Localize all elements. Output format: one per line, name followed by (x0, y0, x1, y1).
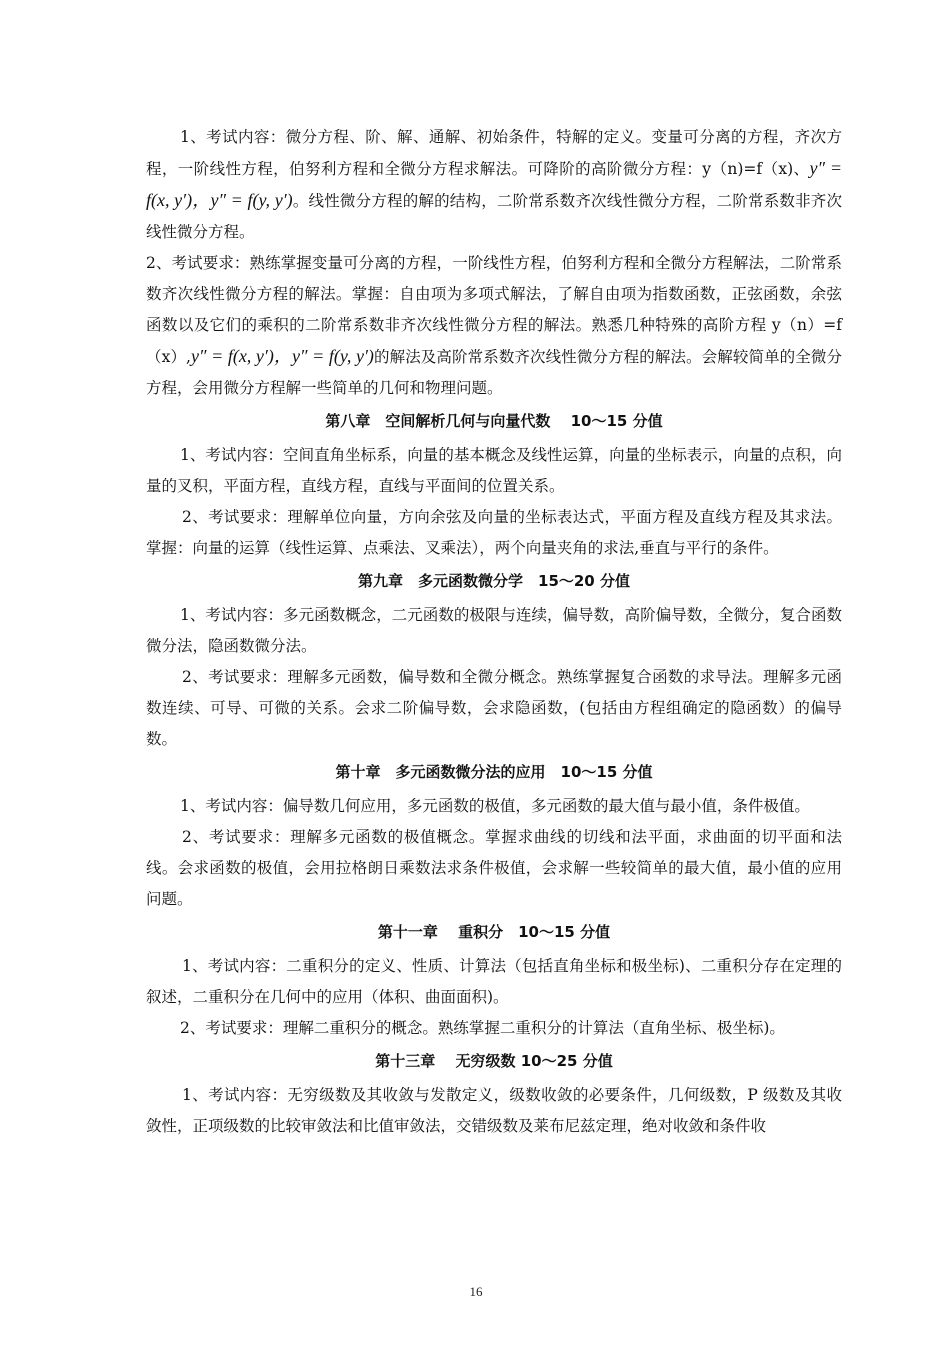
ch8-exam-content: 1、考试内容：空间直角坐标系，向量的基本概念及线性运算，向量的坐标表示，向量的点积，向量的叉积，平面方程，直线方程，直线与平面间的位置关系。 (146, 446, 842, 495)
ch8-heading: 第八章 空间解析几何与向量代数 10～15 分值 (325, 412, 663, 430)
ch10-exam-content: 1、考试内容：偏导数几何应用，多元函数的极值，多元函数的最大值与最小值，条件极值。 (180, 797, 810, 815)
ch11-exam-content: 1、考试内容：二重积分的定义、性质、计算法（包括直角坐标和极坐标)、二重积分存在定理的叙述，二重积分在几何中的应用（体积、曲面面积)。 (146, 957, 842, 1006)
ch13-heading: 第十三章 无穷级数 10～25 分值 (375, 1052, 613, 1070)
ch7-req-b: 的解法及高阶常系数齐次线性微分方程的解法。会解较简单的全微分方程，会用微分方程解一些简单的几何和物理问题。 (146, 348, 842, 397)
ch7-content-b: 。线性微分方程的解的结构，二阶常系数齐次线性微分方程，二阶常系数非齐次线性微分方程。 (146, 192, 842, 241)
page-content (146, 122, 842, 1142)
ch7-exam-requirements (146, 248, 842, 404)
ch11-exam-requirements: 2、考试要求：理解二重积分的概念。熟练掌握二重积分的计算法（直角坐标、极坐标)。 (180, 1019, 785, 1037)
ch10-exam-requirements: 2、考试要求：理解多元函数的极值概念。掌握求曲线的切线和法平面，求曲面的切平面和法线。会求函数的极值，会用拉格朗日乘数法求条件极值，会求解一些较简单的最大值，最小值的应用问题。 (146, 828, 842, 908)
ch7-content-a: 1、考试内容：微分方程、阶、解、通解、初始条件，特解的定义。变量可分离的方程，齐次方程，一阶线性方程，伯努利方程和全微分方程求解法。可降阶的高阶微分方程：y（n)=f（x)、 (146, 128, 842, 178)
ch7-math-formula-a: y″ = f(x, y′)，y″ = f(y, y′) (146, 158, 842, 210)
ch13-exam-content: 1、考试内容：无穷级数及其收敛与发散定义，级数收敛的必要条件，几何级数，P 级数及其收敛性，正项级数的比较审敛法和比值审敛法，交错级数及莱布尼兹定理，绝对收敛和条件收 (146, 1086, 842, 1135)
ch9-exam-requirements: 2、考试要求：理解多元函数，偏导数和全微分概念。熟练掌握复合函数的求导法。理解多元函数连续、可导、可微的关系。会求二阶偏导数，会求隐函数，(包括由方程组确定的隐函数）的偏导数。 (146, 668, 842, 748)
page-number: 16 (469, 1284, 483, 1299)
ch8-exam-requirements: 2、考试要求：理解单位向量，方向余弦及向量的坐标表达式，平面方程及直线方程及其求法。掌握：向量的运算（线性运算、点乘法、叉乘法），两个向量夹角的求法,垂直与平行的条件。 (146, 508, 842, 557)
ch7-math-formula-b: y″ = f(x, y′)，y″ = f(y, y′) (190, 346, 374, 366)
ch9-exam-content: 1、考试内容：多元函数概念，二元函数的极限与连续，偏导数，高阶偏导数，全微分，复合函数微分法，隐函数微分法。 (146, 606, 842, 655)
ch7-req-a: 2、考试要求：熟练掌握变量可分离的方程，一阶线性方程，伯努利方程和全微分方程解法，二阶常系数齐次线性微分方程的解法。掌握：自由项为多项式解法，了解自由项为指数函数，正弦函数，余弦函数以及它们的乘积的二阶常系数非齐次线性微分方程的解法。熟悉几种特殊的高阶方程 y（n）=f（x）, (146, 254, 842, 366)
ch9-heading: 第九章 多元函数微分学 15～20 分值 (358, 572, 630, 590)
ch11-heading: 第十一章 重积分 10～15 分值 (377, 923, 611, 941)
ch10-heading: 第十章 多元函数微分法的应用 10～15 分值 (335, 763, 653, 781)
ch7-exam-content (146, 122, 842, 248)
